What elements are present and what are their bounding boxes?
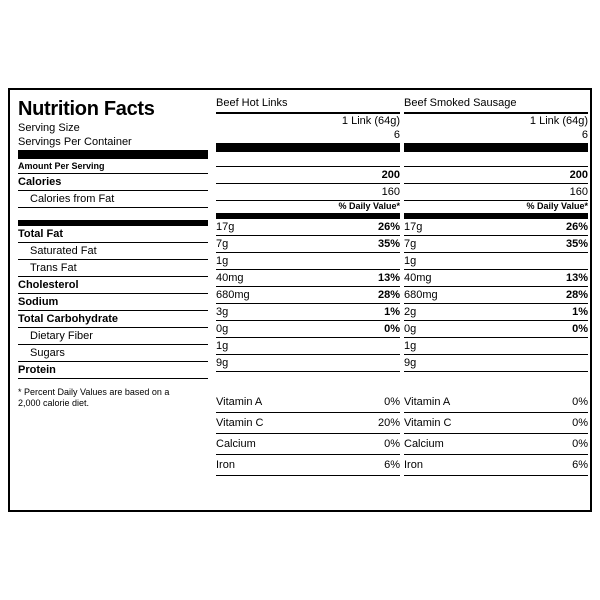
dv-value: 35%	[565, 238, 588, 250]
nutrient-label: Saturated Fat	[30, 245, 97, 257]
amount-value: 3g	[216, 306, 229, 318]
value-row-sugars	[216, 338, 400, 355]
vitamin-dv: 0%	[572, 417, 588, 429]
nutrient-name-column	[18, 96, 212, 510]
serving-size-value-row	[216, 114, 400, 128]
servings-per-container-value: 6	[581, 129, 588, 141]
vitamin-label: Vitamin A	[216, 396, 263, 408]
calories-from-fat-value: 160	[381, 186, 400, 198]
amount-value: 0g	[404, 323, 417, 335]
vitamin-label: Iron	[404, 459, 423, 471]
vitamin-label: Iron	[216, 459, 235, 471]
nutrient-row-saturated-fat	[18, 243, 208, 260]
amount-value: 2g	[404, 306, 417, 318]
amount-per-serving-spacer	[404, 152, 588, 167]
vitamin-row-vitamin-c	[404, 413, 588, 434]
dv-value: 26%	[565, 221, 588, 233]
nutrient-row-total-carbohydrate	[18, 311, 208, 328]
servings-per-container-value-row	[216, 128, 400, 142]
amount-per-serving-spacer	[216, 152, 400, 167]
servings-per-container-value-row	[404, 128, 588, 142]
nutrient-label: Sugars	[30, 347, 65, 359]
servings-per-container-row	[18, 135, 208, 149]
value-row-calories	[216, 167, 400, 184]
vitamin-row-calcium	[216, 434, 400, 455]
nutrient-row-dietary-fiber	[18, 328, 208, 345]
daily-value-header-spacer	[18, 208, 208, 221]
amount-value: 40mg	[216, 272, 244, 284]
dv-value: 26%	[377, 221, 400, 233]
amount-per-serving-label: Amount Per Serving	[18, 159, 208, 174]
vitamin-row-vitamin-a	[216, 392, 400, 413]
thick-rule	[216, 143, 400, 152]
value-row-sugars	[404, 338, 588, 355]
amount-value: 680mg	[404, 289, 438, 301]
serving-size-label: Serving Size	[18, 122, 80, 134]
calories-value: 200	[381, 169, 400, 181]
column-heading: Beef Hot Links	[216, 96, 400, 114]
nutrient-label: Calories	[18, 176, 62, 188]
dv-value: 0%	[572, 323, 588, 335]
thick-rule	[404, 143, 588, 152]
amount-value: 7g	[216, 238, 229, 250]
calories-value: 200	[569, 169, 588, 181]
value-row-total-fat	[216, 219, 400, 236]
calories-from-fat-value: 160	[569, 186, 588, 198]
amount-value: 9g	[404, 357, 417, 369]
page-title: Nutrition Facts	[18, 98, 155, 120]
value-row-calories-from-fat	[404, 184, 588, 201]
dv-value: 35%	[377, 238, 400, 250]
nutrient-row-trans-fat	[18, 260, 208, 277]
amount-value: 17g	[216, 221, 235, 233]
value-row-dietary-fiber	[404, 321, 588, 338]
amount-value: 680mg	[216, 289, 250, 301]
vitamin-dv: 0%	[572, 438, 588, 450]
amount-value: 1g	[216, 340, 229, 352]
vitamin-dv: 0%	[572, 396, 588, 408]
nutrient-label: Sodium	[18, 296, 59, 308]
dv-value: 13%	[565, 272, 588, 284]
value-row-cholesterol	[216, 270, 400, 287]
nutrient-row-cholesterol	[18, 277, 208, 294]
nutrient-row-calories-from-fat	[18, 191, 208, 208]
nutrient-label: Trans Fat	[30, 262, 77, 274]
vitamin-dv: 0%	[384, 438, 400, 450]
vitamin-row-vitamin-c	[216, 413, 400, 434]
amount-value: 9g	[216, 357, 229, 369]
dv-value: 28%	[377, 289, 400, 301]
vitamin-row-vitamin-a	[404, 392, 588, 413]
dv-value: 0%	[384, 323, 400, 335]
dv-value: 1%	[572, 306, 588, 318]
daily-value-header: % Daily Value*	[216, 201, 400, 214]
nutrient-label: Protein	[18, 364, 56, 376]
amount-value: 1g	[404, 340, 417, 352]
value-row-sodium	[216, 287, 400, 304]
nutrient-label: Total Carbohydrate	[18, 313, 119, 325]
nutrient-label: Cholesterol	[18, 279, 79, 291]
vitamin-section-gap	[216, 372, 400, 392]
value-row-trans-fat	[216, 253, 400, 270]
daily-value-footnote: * Percent Daily Values are based on a 2,000 calorie diet.	[18, 387, 170, 408]
vitamin-section-gap	[404, 372, 588, 392]
vitamin-row-iron	[216, 455, 400, 476]
vitamin-dv: 6%	[572, 459, 588, 471]
amount-value: 1g	[404, 255, 417, 267]
nutrient-label: Calories from Fat	[30, 193, 115, 205]
value-row-sodium	[404, 287, 588, 304]
vitamin-dv: 20%	[377, 417, 400, 429]
nutrient-row-sugars	[18, 345, 208, 362]
value-row-calories	[404, 167, 588, 184]
nutrient-label: Total Fat	[18, 228, 64, 240]
value-row-saturated-fat	[404, 236, 588, 253]
value-row-trans-fat	[404, 253, 588, 270]
value-row-total-carbohydrate	[404, 304, 588, 321]
serving-size-row	[18, 121, 208, 135]
vitamin-dv: 0%	[384, 396, 400, 408]
value-row-cholesterol	[404, 270, 588, 287]
vitamin-label: Vitamin C	[216, 417, 264, 429]
serving-size-value: 1 Link (64g)	[341, 115, 400, 127]
amount-value: 40mg	[404, 272, 432, 284]
value-row-protein	[404, 355, 588, 372]
value-row-dietary-fiber	[216, 321, 400, 338]
nutrient-label: Dietary Fiber	[30, 330, 93, 342]
value-row-protein	[216, 355, 400, 372]
amount-value: 0g	[216, 323, 229, 335]
servings-per-container-value: 6	[393, 129, 400, 141]
vitamin-label: Calcium	[216, 438, 256, 450]
dv-value: 28%	[565, 289, 588, 301]
daily-value-header: % Daily Value*	[404, 201, 588, 214]
nutrition-facts-panel	[8, 88, 592, 512]
amount-value: 7g	[404, 238, 417, 250]
servings-per-container-label: Servings Per Container	[18, 136, 132, 148]
thick-rule	[18, 150, 208, 159]
product-column-2	[400, 96, 588, 510]
vitamin-label: Vitamin A	[404, 396, 451, 408]
vitamin-dv: 6%	[384, 459, 400, 471]
vitamin-label: Calcium	[404, 438, 444, 450]
vitamin-row-calcium	[404, 434, 588, 455]
vitamin-label: Vitamin C	[404, 417, 452, 429]
value-row-saturated-fat	[216, 236, 400, 253]
nutrient-row-total-fat	[18, 226, 208, 243]
nutrient-row-calories	[18, 174, 208, 191]
value-row-total-fat	[404, 219, 588, 236]
column-heading: Beef Smoked Sausage	[404, 96, 588, 114]
serving-size-value-row	[404, 114, 588, 128]
product-column-1	[212, 96, 400, 510]
nutrient-row-sodium	[18, 294, 208, 311]
vitamin-row-iron	[404, 455, 588, 476]
amount-value: 1g	[216, 255, 229, 267]
nutrient-row-protein	[18, 362, 208, 379]
dv-value: 1%	[384, 306, 400, 318]
serving-size-value: 1 Link (64g)	[529, 115, 588, 127]
value-row-calories-from-fat	[216, 184, 400, 201]
amount-value: 17g	[404, 221, 423, 233]
value-row-total-carbohydrate	[216, 304, 400, 321]
dv-value: 13%	[377, 272, 400, 284]
